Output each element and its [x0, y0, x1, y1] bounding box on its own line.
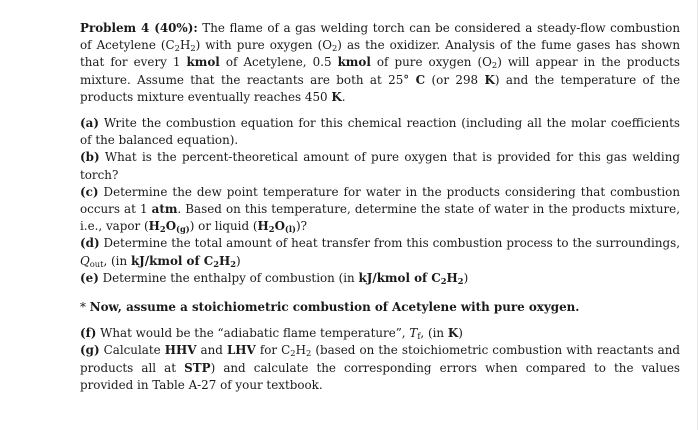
subscript: 2: [290, 348, 296, 359]
unit-kmol: kmol: [186, 55, 220, 70]
lhv-term: LHV: [226, 343, 256, 358]
temperature-symbol: T: [409, 326, 418, 341]
problem-statement: [80, 20, 680, 106]
stp-term: STP: [184, 360, 211, 375]
question-text: , (in: [103, 253, 131, 268]
unit-kelvin: K: [484, 72, 495, 87]
question-text: , (in: [420, 326, 448, 341]
question-text: for C: [255, 343, 291, 358]
problem-text: ) will appear in the products mixture. Assume that the reactants are both at 25°: [80, 55, 680, 87]
problem-text: ) as the oxidizer. Analysis of the fume gases has shown that for every 1: [80, 38, 681, 70]
question-text: Determine the total amount of heat transfer from this combustion process to the surroundings,: [99, 236, 680, 251]
question-text: ): [236, 253, 241, 268]
unit-atm: atm: [151, 202, 178, 217]
unit-kelvin: K: [331, 89, 342, 104]
question-label: (g): [80, 343, 100, 358]
question-d: [80, 235, 680, 269]
unit-celsius: C: [415, 72, 426, 87]
question-text: What is the percent-theoretical amount of pure oxygen that is provided for this gas welding torch?: [80, 150, 680, 182]
unit-kj-per-kmol: kJ/kmol of $C_2H_2$: [358, 270, 464, 286]
subscript: out: [89, 258, 104, 269]
question-text: . Based on this temperature, determine the state of water in the products mixture, i.e., vapor (: [80, 202, 680, 234]
problem-heading: Problem 4 (40%):: [80, 21, 198, 35]
question-text: Calculate: [99, 343, 165, 358]
problem-text: (or 298: [425, 72, 485, 87]
question-text: ): [458, 326, 463, 341]
subscript: f: [417, 331, 421, 342]
water-vapor-formula: $H_2O_{(g)}$: [148, 219, 190, 235]
question-label: (b): [80, 150, 100, 165]
problem-text: H: [179, 38, 191, 53]
question-text: ) and calculate the corresponding errors when compared to the values provided in Table A-27 of your textbook.: [80, 360, 680, 392]
unit-kelvin: K: [447, 326, 459, 341]
question-text: and: [196, 343, 227, 358]
problem-text: of pure oxygen (O: [370, 55, 492, 70]
subscript: 2: [491, 60, 498, 71]
question-e: [80, 270, 680, 287]
problem-text: .: [341, 89, 346, 104]
asterisk: *: [80, 300, 90, 315]
question-c: [80, 184, 680, 236]
page-edge-line: [697, 0, 698, 430]
problem-text: The flame of a gas welding torch can be considered a steady-flow combustion of Acetylene (C: [80, 21, 680, 53]
question-a: [80, 115, 680, 149]
note-text: Now, assume a stoichiometric combustion of Acetylene with pure oxygen.: [89, 300, 580, 315]
question-text: What would be the “adiabatic flame temperature”,: [96, 326, 410, 341]
heat-symbol: Q: [80, 253, 90, 268]
question-label: (d): [80, 236, 100, 251]
water-liquid-formula: $H_2O_{(l)}$: [257, 219, 296, 235]
hhv-term: HHV: [164, 343, 197, 358]
question-text: Write the combustion equation for this chemical reaction (including all the molar coefficients of the balanced equation).: [80, 116, 680, 148]
question-label: (e): [80, 270, 99, 285]
question-text: (based on the stoichiometric combustion with reactants and products all at: [80, 343, 681, 375]
question-text: ): [463, 270, 469, 285]
question-text: )?: [295, 219, 307, 234]
question-g: [80, 342, 680, 394]
subscript: 2: [331, 43, 338, 54]
unit-kmol: kmol: [337, 55, 371, 70]
subscript: 2: [190, 43, 196, 54]
question-label: (f): [80, 326, 97, 341]
question-label: (a): [80, 116, 99, 131]
subscript: 2: [174, 43, 180, 54]
question-b: [80, 149, 680, 183]
unit-kj-per-kmol: kJ/kmol of $C_2H_2$: [130, 253, 237, 269]
question-text: Determine the enthalpy of combustion (in: [98, 270, 359, 285]
problem-document: [80, 20, 680, 394]
stoichiometric-note: [80, 299, 680, 316]
question-text: H: [295, 343, 306, 358]
problem-text: ) and the temperature of the products mixture eventually reaches 450: [80, 72, 680, 104]
problem-text: ) with pure oxygen (O: [195, 38, 332, 53]
problem-text: of Acetylene, 0.5: [219, 55, 338, 70]
question-text: ) or liquid (: [189, 219, 258, 234]
question-f: [80, 325, 680, 342]
subscript: 2: [305, 348, 312, 359]
question-label: (c): [80, 184, 99, 199]
question-text: Determine the dew point temperature for water in the products considering that combustion occurs at 1: [80, 184, 680, 217]
